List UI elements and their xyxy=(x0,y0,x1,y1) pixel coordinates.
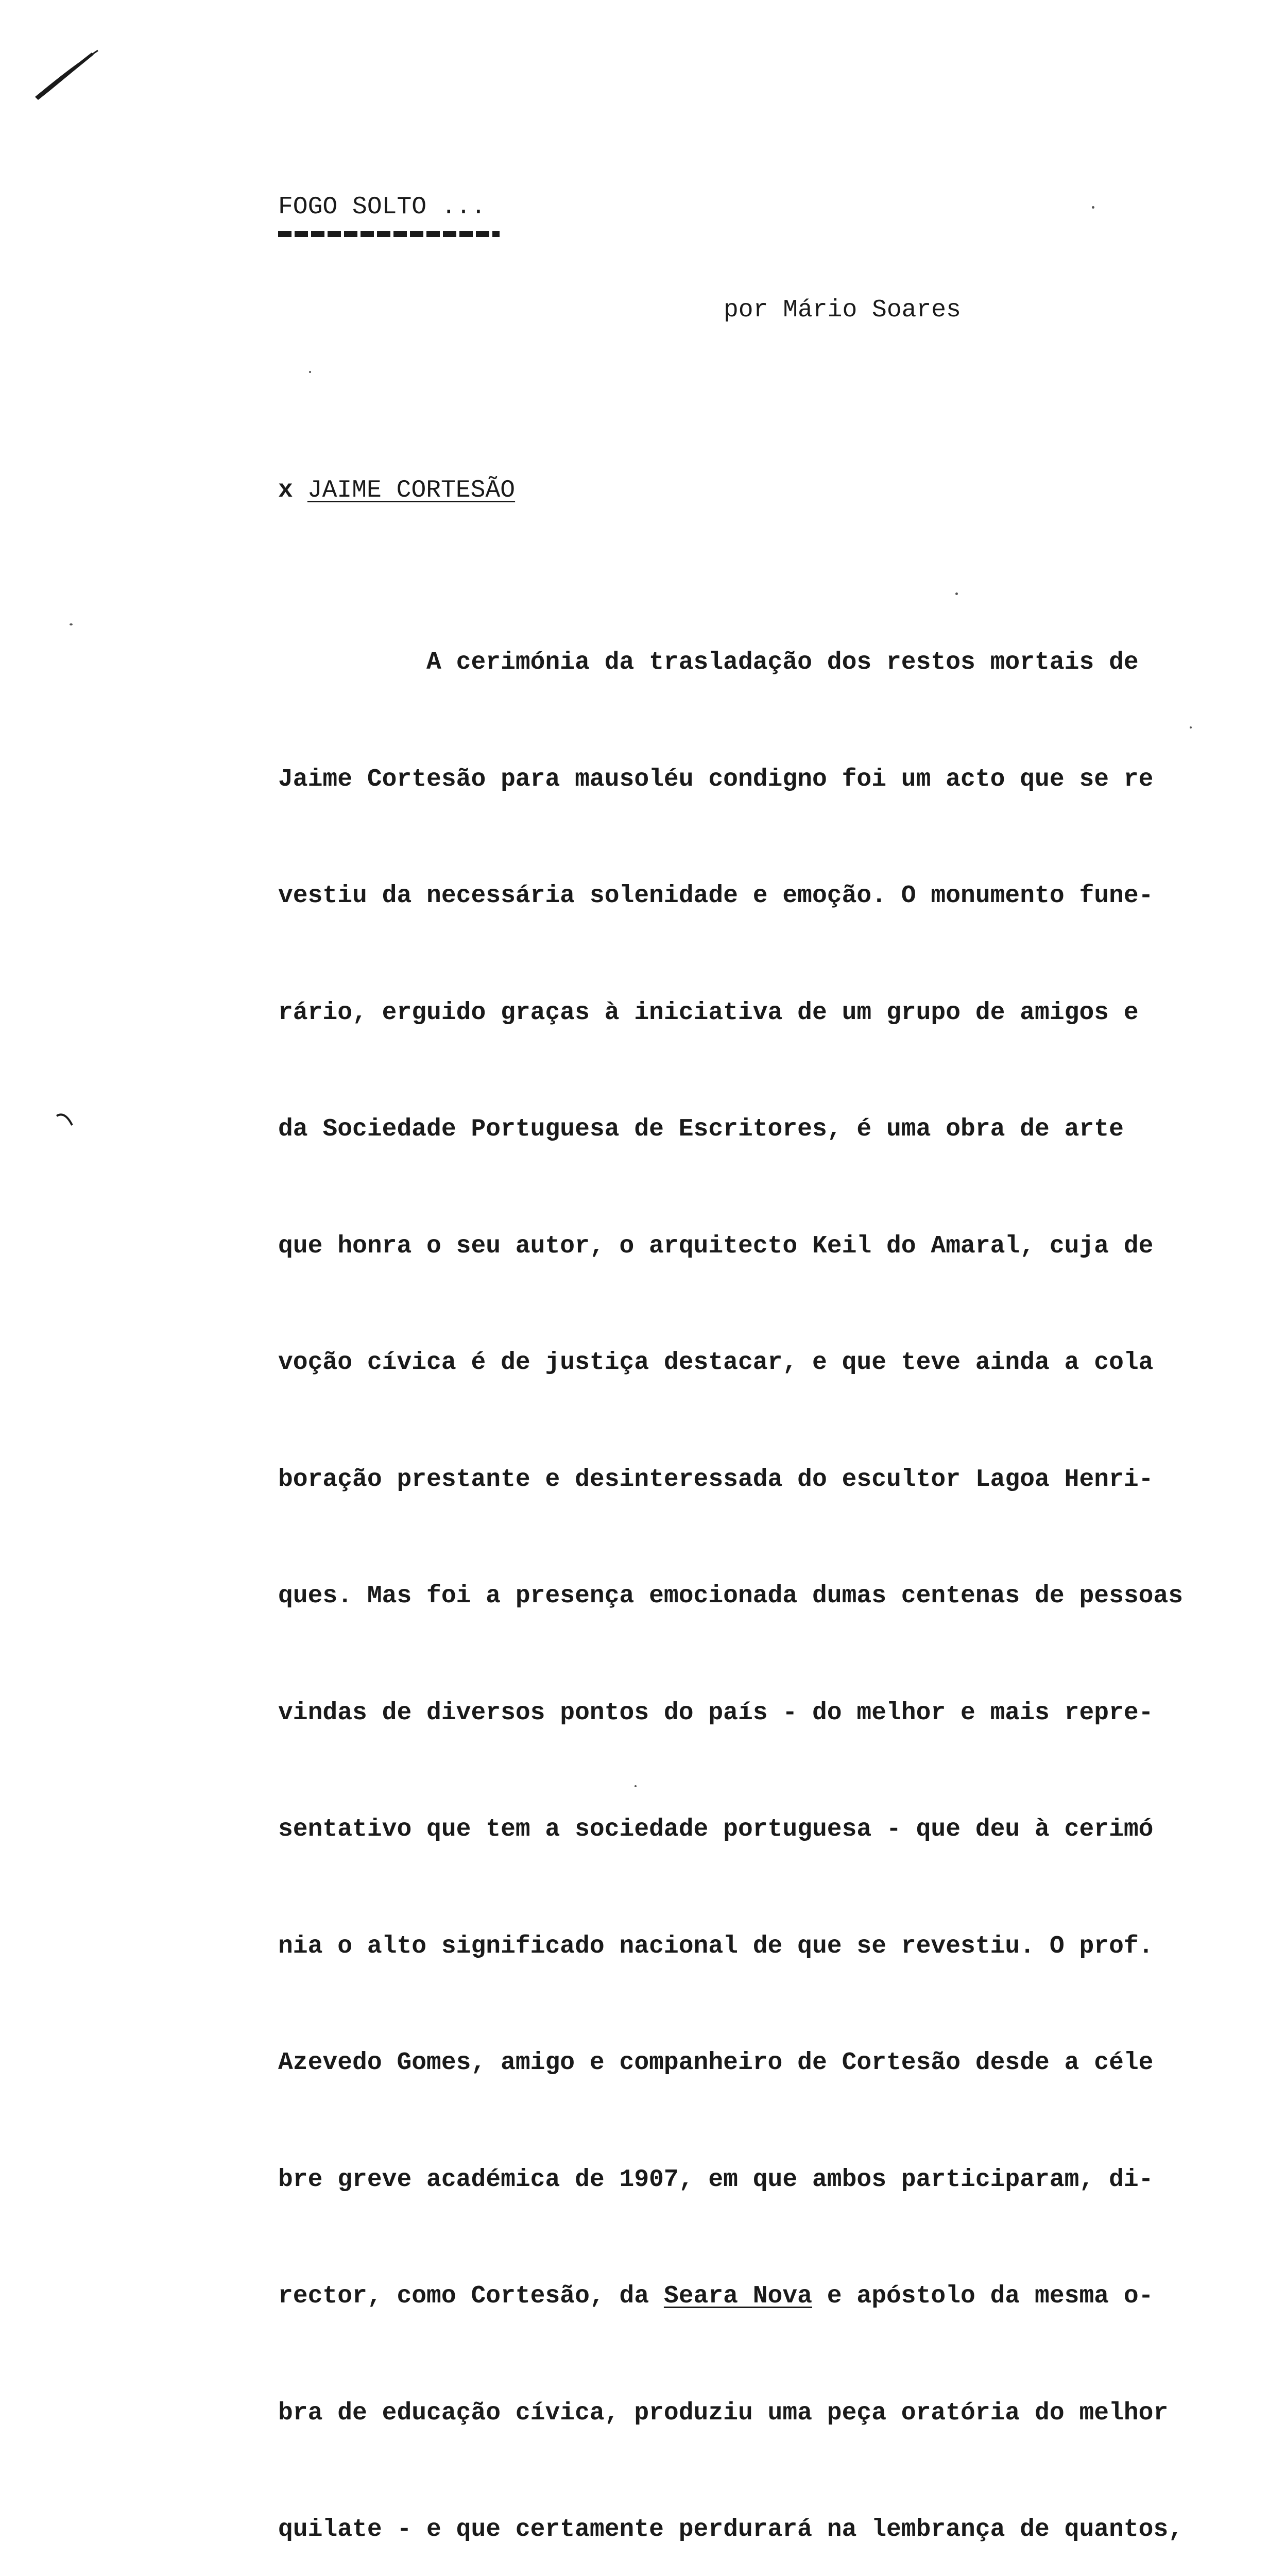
speck xyxy=(70,623,73,625)
text-line: Azevedo Gomes, amigo e companheiro de Cortesão desde a céle xyxy=(278,2049,1154,2077)
text-line: vindas de diversos pontos do país - do melhor e mais repre- xyxy=(278,1699,1154,1727)
text-segment: e apóstolo da mesma o- xyxy=(812,2282,1154,2310)
section-heading: JAIME CORTESÃO xyxy=(307,477,516,504)
text-line: nia o alto significado nacional de que se revestiu. O prof. xyxy=(278,1932,1154,1960)
text-line: ques. Mas foi a presença emocionada dumas centenas de pessoas xyxy=(278,1582,1184,1610)
section-bullet: x xyxy=(278,477,293,504)
document-title: FOGO SOLTO ... xyxy=(278,193,486,221)
speck xyxy=(1190,726,1192,728)
text-line: vestiu da necessária solenidade e emoção. O monumento fune- xyxy=(278,882,1154,910)
margin-tick-mark xyxy=(56,1112,74,1127)
section-heading-row xyxy=(278,477,515,504)
author-line: por Mário Soares xyxy=(724,296,961,324)
text-line-seara-nova xyxy=(278,2277,1246,2316)
speck xyxy=(309,371,311,373)
speck xyxy=(1092,206,1094,209)
speck xyxy=(634,1785,637,1787)
body-text xyxy=(278,566,1246,2576)
text-line: quilate - e que certamente perdurará na lembrança de quantos, xyxy=(278,2516,1184,2544)
text-line: voção cívica é de justiça destacar, e que teve ainda a cola xyxy=(278,1349,1154,1377)
text-line: da Sociedade Portuguesa de Escritores, é uma obra de arte xyxy=(278,1115,1124,1143)
text-line: A cerimónia da trasladação dos restos mortais de xyxy=(278,649,1139,676)
text-segment: rector, como Cortesão, da xyxy=(278,2282,664,2310)
text-line: Jaime Cortesão para mausoléu condigno foi um acto que se re xyxy=(278,765,1154,793)
publication-name: Seara Nova xyxy=(663,2282,812,2310)
text-line: boração prestante e desinteressada do escultor Lagoa Henri- xyxy=(278,1465,1154,1494)
text-line: sentativo que tem a sociedade portuguesa - que deu à cerimó xyxy=(278,1816,1154,1843)
text-line: que honra o seu autor, o arquitecto Keil do Amaral, cuja de xyxy=(278,1232,1154,1260)
text-line: rário, erguido graças à iniciativa de um grupo de amigos e xyxy=(278,998,1139,1027)
text-line: bra de educação cívica, produziu uma peça oratória do melhor xyxy=(278,2399,1169,2427)
title-double-rule xyxy=(278,231,500,237)
text-line: bre greve académica de 1907, em que ambos participaram, di- xyxy=(278,2165,1154,2194)
speck xyxy=(955,592,958,595)
pen-stroke-mark xyxy=(31,46,103,103)
